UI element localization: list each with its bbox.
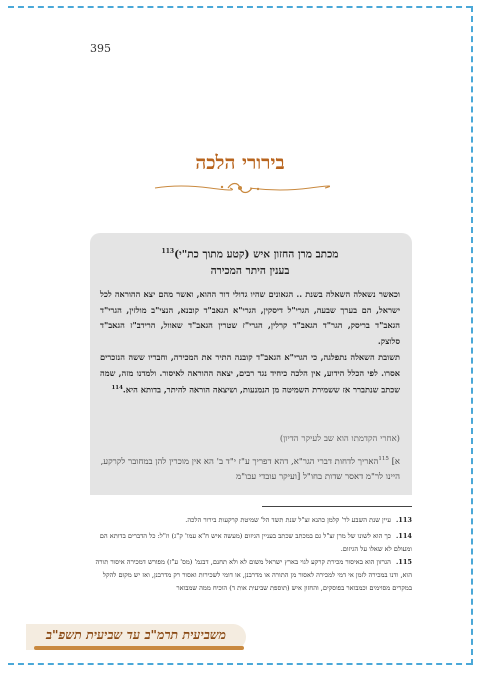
footnote-number: 115. [395,558,412,566]
section-title: בירורי הלכה [195,152,285,174]
footnote-number: 114. [395,532,412,540]
page-number: 395 [90,42,111,55]
letter-paragraph-3-text: האריך לדחות דברי הגר"א, דהא דפריך ע"ז י"ד ב' הא אין מוכרין להן במחובר לקרקע, היינו לר"מ דאסר שדות בחו"ל [ועיקר עובדי עכו"מ [100,456,400,482]
footnote-ref-113: 113 [161,248,175,255]
letter-paragraph-3 [100,452,400,485]
footnote-ref-115: 115 [378,456,389,462]
letter-paragraph-1: וכאשר נשאלה השאלה בשנת .. הגאונים שהיו גדולי דור ההוא, ואשר מהם יצא ההוראה לכל ישראל, הם בערך שבעה, הגרי"ל דיסקין, הגרי"א הגאב"ד קובנא, הנצי"ב מולזין, הגרי"ד הגאב"ד בריסק, הגר"ד הגאב"ד קרלין, הגרי"ז שטרין הגאב"ד שאוול, הרידב"ז הגאב"ד סלוצק. [100,289,400,346]
footnote-text: כך הוא לשונו של מרן זצ"ל גם במכתב שכתב בעניין הגיזום (מעשה איש ח"א עמו' ק"ג) וז"ל: כל הדברים בדותא הם ומעולם לא שאלו על הגיזום. [99,532,412,553]
dashed-border-right [471,6,473,665]
letter-heading [100,244,400,279]
paragraph-3-marker: א] [391,456,400,467]
letter-title-line1: מכתב מרן החזון איש (קטע מתוך כת"י) [174,248,339,261]
letter-paragraph-2-text: תשובת השאלה נתפלגה, כי הגרי"א הגאב"ד קובנה התיר את המכירה, וחבריו ששה הנזכרים אסרו. לפי הכלל הידוע, אין הלכה כיחיד נגד רבים, יצאה ההוראה לאיסור. ולמדנו מזה, שמה שכתב שנתברר אז ששמירת השמיטה מן הנמנעות, ושיצאה הוראה להיתר, בדותא היא. [100,352,400,395]
letter-title-line2: בענין היתר המכירה [210,264,290,277]
footnote-text: עיין שנת השבע לר' קלמן כהנא זצ"ל שנת תשד הל' שמיטת קרקעות בירור הלכה. [185,516,391,524]
footnote-item [90,556,412,595]
letter-paragraph-2 [100,350,400,398]
footer-banner-accent [34,646,244,650]
dashed-border-bottom [8,663,472,665]
footnote-number: 113. [395,516,412,524]
ornament-divider-icon [150,181,330,195]
footnote-item [90,530,412,556]
editor-note: (אחרי הקדמתו הוא שב לעיקר הדיון) [279,434,400,444]
footnote-ref-114: 114 [111,385,123,391]
dashed-border-top [8,6,472,8]
footer-banner [26,624,246,652]
footnote-item [90,514,412,527]
footer-banner-text: משביעית תרמ"ב עד שביעית תשפ"ב [45,627,227,642]
footnote-divider [262,506,412,507]
footnote-text: הגרזון הוא באיסור מכירת קרקע לגוי בארץ ישראל משום לא ולא תחנם, דבגמ' (מס' ע"ז) מפורש דמכירה איסור תורה הוא, ודנו במכירה לזמן אי דמי למכירה לאסור מן התורה או מדרבנן, או דומי לשכירות ואסור רק מדרבנן, ואז יש מקום להקל במקרים מסוימים וכמבואר בפוסקים, והחזון איש (תוספת שביעית אות ד) הוכיח ממה שמבואר [95,558,412,592]
